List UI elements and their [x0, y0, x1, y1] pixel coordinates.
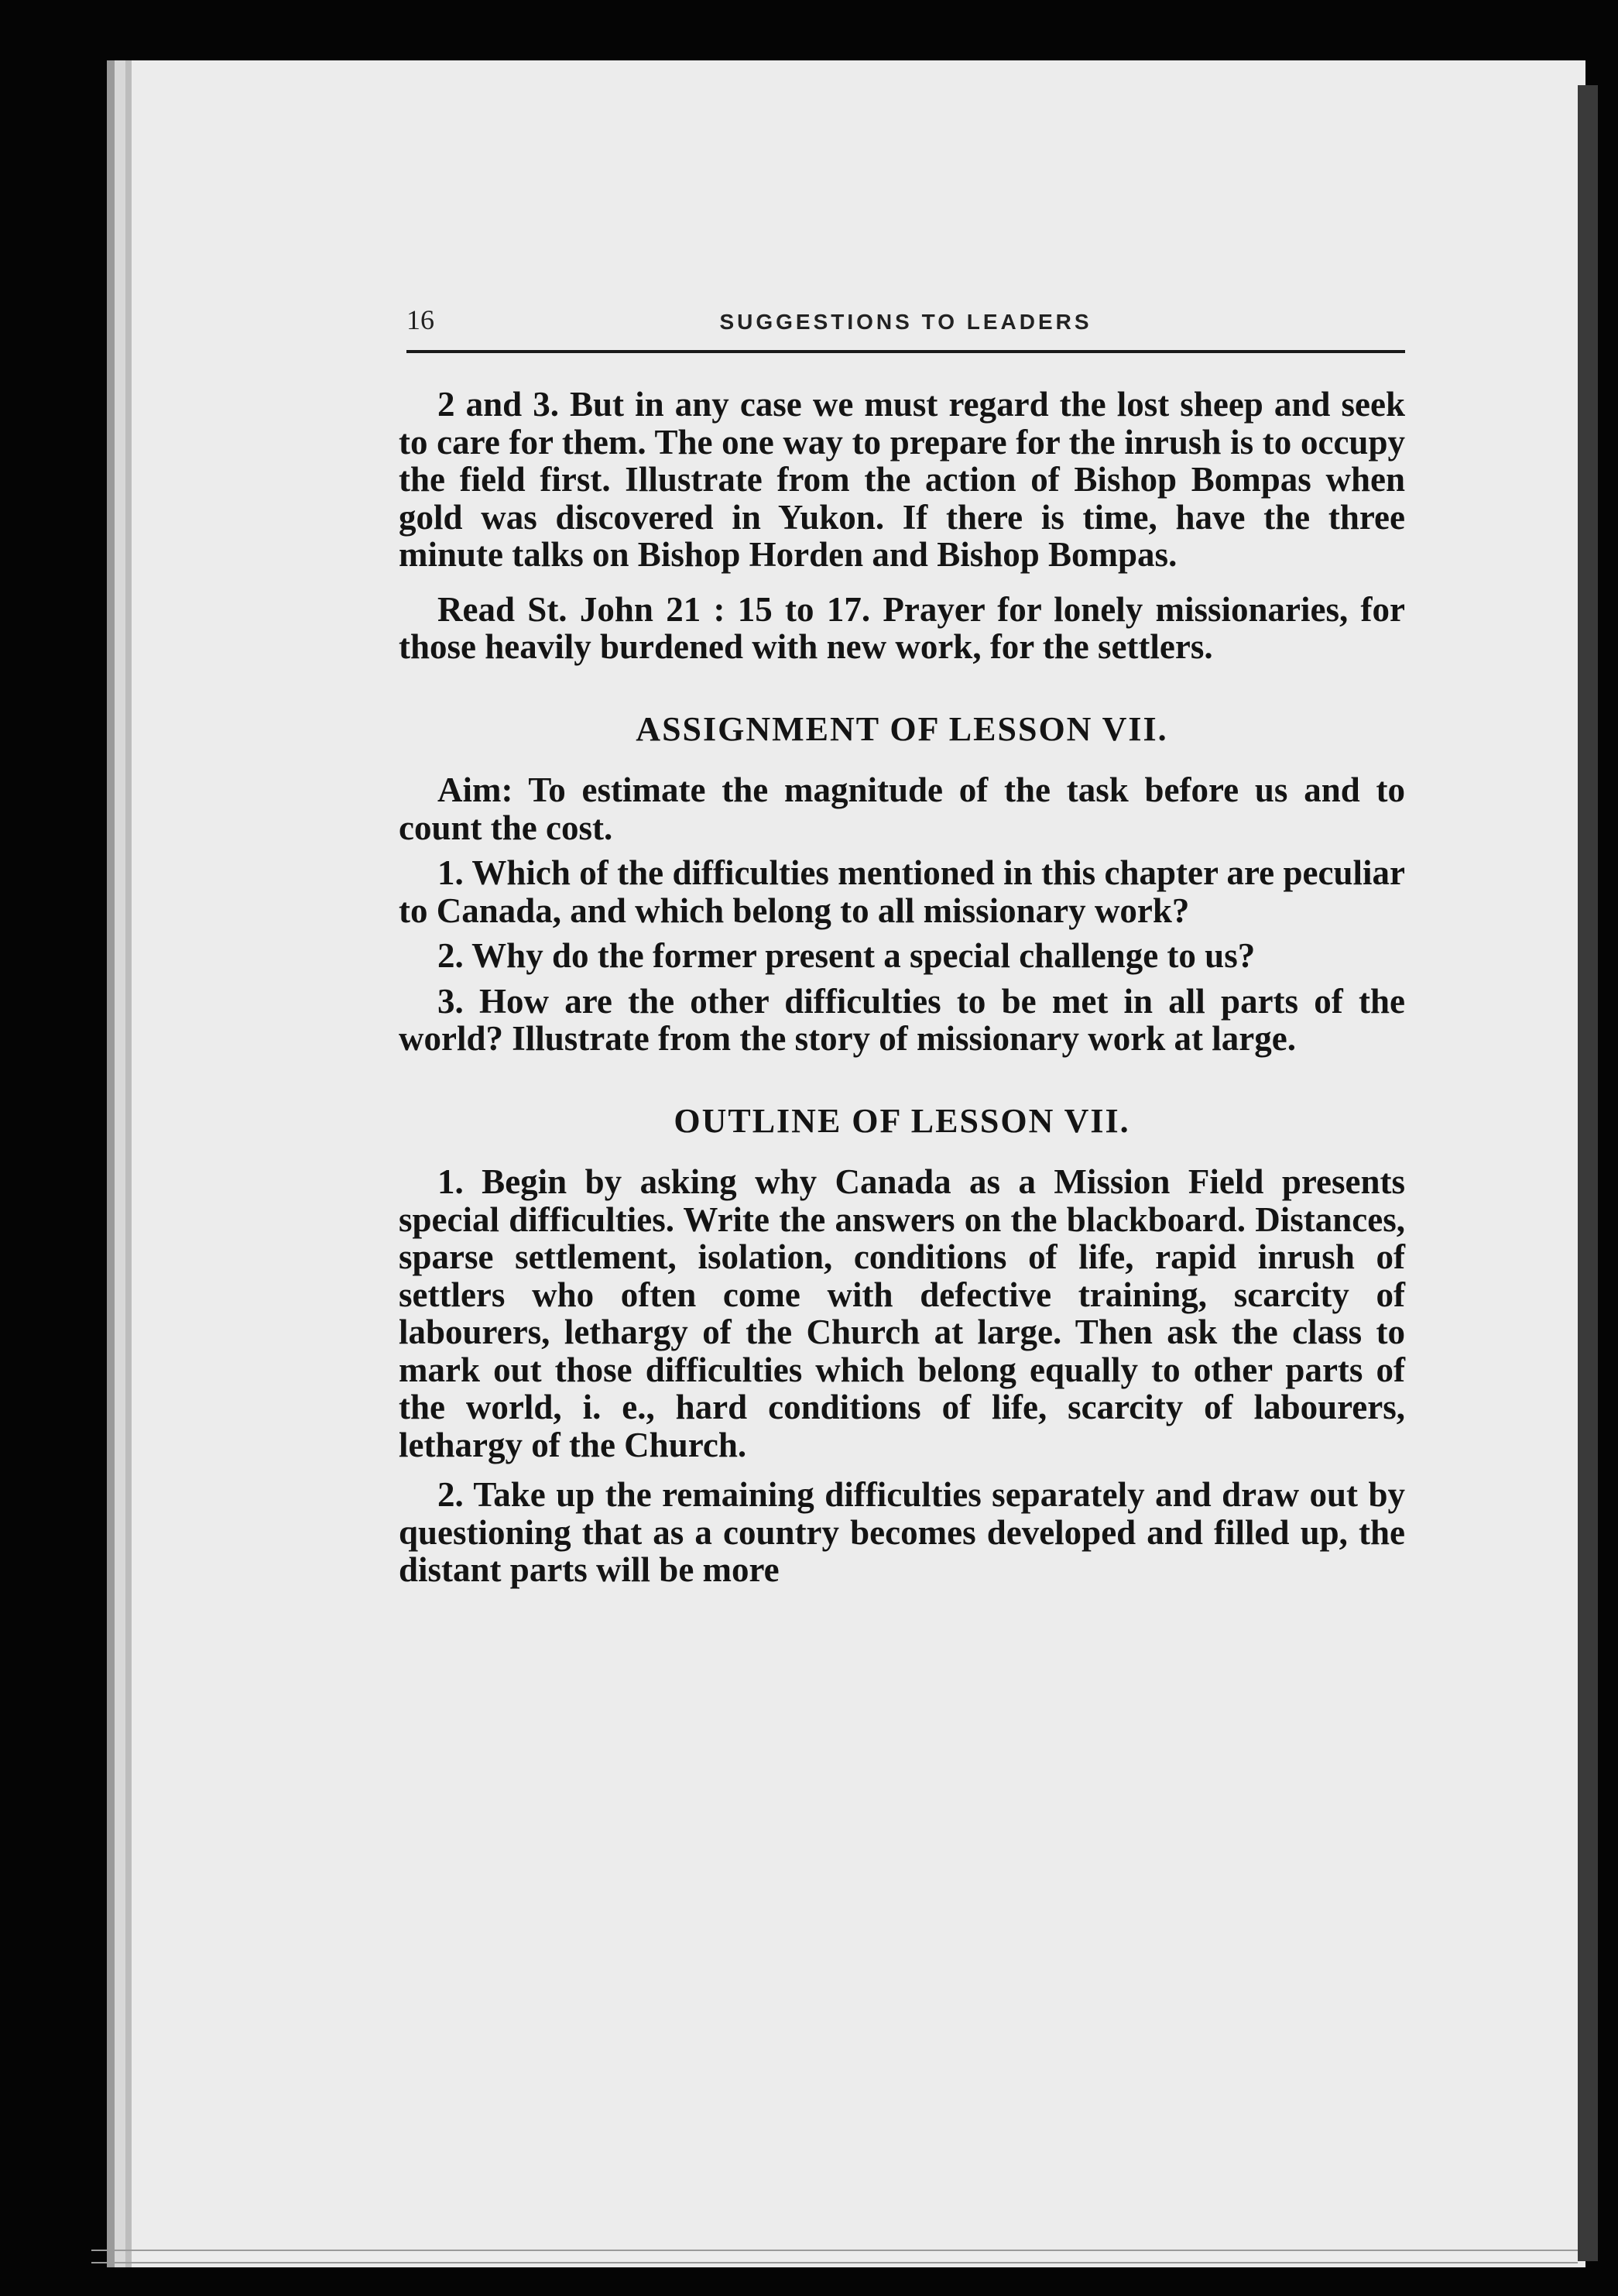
assignment-question: 2. Why do the former present a special challenge to us?: [437, 936, 1256, 975]
page-number: 16: [406, 304, 434, 335]
outline-heading: OUTLINE OF LESSON VII.: [674, 1101, 1130, 1140]
outline-item: 1. Begin by asking why Canada as a Mission Field presents special difficulties. Write the answers on the blackboard. Distances, sparse settlement, isolation, conditions of life, rapid inrush of settlers who often come with defective training, scarcity of labourers, lethargy of the Church at large. Then ask the class to mark out those difficulties which belong equally to other parts of the world, i. e., hard conditions of life, scarcity of labourers, lethargy of the Church.: [399, 1162, 1405, 1464]
assignment-aim: Aim: To estimate the magnitude of the task before us and to count the cost.: [399, 770, 1405, 847]
continued-paragraph: 2 and 3. But in any case we must regard the lost sheep and seek to care for them. The one way to prepare for the inrush is to occupy the field first. Illustrate from the action of Bishop Bompas when gold was discovered in Yukon. If there is time, have the three minute talks on Bishop Horden and Bishop Bompas.: [399, 385, 1405, 574]
page-header: [406, 304, 1405, 358]
header-rule: [406, 350, 1405, 353]
page-edge: [1578, 85, 1598, 2261]
outline-item: 2. Take up the remaining difficulties separately and draw out by questioning that as a country becomes developed and filled up, the distant parts will be more: [399, 1475, 1405, 1589]
page-bottom-edge: [91, 2250, 1578, 2263]
assignment-question: 3. How are the other difficulties to be met in all parts of the world? Illustrate from the story of missionary work at large.: [399, 981, 1405, 1058]
prayer-paragraph: Read St. John 21 : 15 to 17. Prayer for lonely missionaries, for those heavily burdened with new work, for the settlers.: [399, 589, 1405, 666]
page-body: [399, 386, 1405, 1589]
running-head: SUGGESTIONS TO LEADERS: [719, 310, 1092, 334]
assignment-question: 1. Which of the difficulties mentioned in this chapter are peculiar to Canada, and which belong to all missionary work?: [399, 853, 1405, 930]
assignment-heading: ASSIGNMENT OF LESSON VII.: [636, 709, 1168, 748]
